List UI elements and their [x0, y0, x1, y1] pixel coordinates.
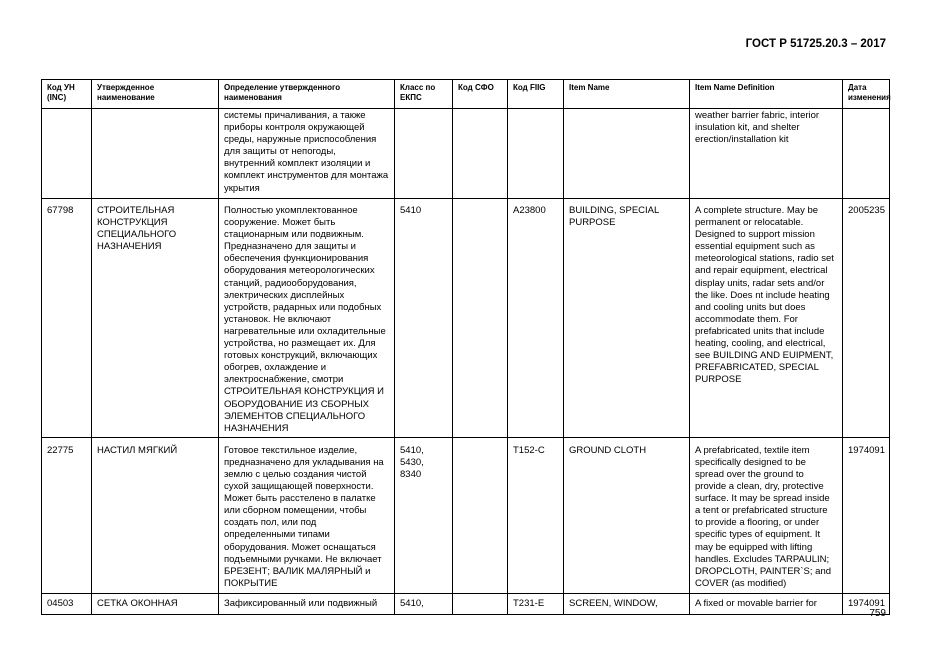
column-header-inc: Код УН (INC) — [42, 80, 92, 109]
column-header-approved-name: Утвержденное наименование — [92, 80, 219, 109]
column-header-definition-ru: Определение утвержденного наименования — [219, 80, 395, 109]
column-header-ekps-class: Класс по ЕКПС — [395, 80, 453, 109]
cell-inc: 22775 — [42, 437, 92, 593]
column-header-fiig-code: Код FIIG — [508, 80, 564, 109]
column-header-sfo-code: Код СФО — [453, 80, 508, 109]
cell-ekps: 5410 — [395, 199, 453, 438]
cell-ekps: 5410, 5430, 8340 — [395, 437, 453, 593]
cell-item-name: GROUND CLOTH — [564, 437, 690, 593]
cell-item-name: SCREEN, WINDOW, — [564, 593, 690, 614]
column-header-item-definition: Item Name Definition — [690, 80, 843, 109]
cell-definition-ru: системы причаливания, а также приборы контроля окружающей среды, наружные приспособления для защиты от непогоды, внутренний комплект изоляции и комплект инструментов для монтажа укрытия — [219, 109, 395, 199]
cell-sfo — [453, 109, 508, 199]
cell-definition-ru: Зафиксированный или подвижный — [219, 593, 395, 614]
cell-date — [843, 109, 890, 199]
table-header-row — [42, 80, 890, 109]
cell-sfo — [453, 199, 508, 438]
column-header-change-date: Дата изменения — [843, 80, 890, 109]
cell-name-ru — [92, 109, 219, 199]
cell-fiig: A23800 — [508, 199, 564, 438]
cell-name-ru: СЕТКА ОКОННАЯ — [92, 593, 219, 614]
cell-name-ru: НАСТИЛ МЯГКИЙ — [92, 437, 219, 593]
cell-definition-en: A complete structure. May be permanent or relocatable. Designed to support mission essential equipment such as meteorological stations, radio set and repair equipment, electrical display units, radar sets and/or the like. Does nt include heating and cooling units but does accommodate them. For prefabricated units that include heating, cooling, and electrical, see BUILDING AND EUIPMENT, PREFABRICATED, SPECIAL PURPOSE — [690, 199, 843, 438]
cell-item-name: BUILDING, SPECIAL PURPOSE — [564, 199, 690, 438]
document-header: ГОСТ Р 51725.20.3 – 2017 — [745, 38, 886, 50]
table-row — [42, 593, 890, 614]
cell-date: 2005235 — [843, 199, 890, 438]
column-header-item-name: Item Name — [564, 80, 690, 109]
cell-date: 1974091 — [843, 437, 890, 593]
cell-fiig — [508, 109, 564, 199]
cell-inc — [42, 109, 92, 199]
cell-definition-ru: Готовое текстильное изделие, предназначено для укладывания на землю с целью создания чистой сухой защищающей поверхности. Может быть расстелено в палатке или сборном помещении, чтобы создать пол, или под определенными типами оборудования. Может оснащаться подъемными ручками. Не включает БРЕЗЕНТ; ВАЛИК МАЛЯРНЫЙ и ПОКРЫТИЕ — [219, 437, 395, 593]
cell-date: 1974091 — [843, 593, 890, 614]
catalog-table — [41, 79, 890, 615]
cell-sfo — [453, 593, 508, 614]
cell-fiig: T152-C — [508, 437, 564, 593]
cell-definition-en: A fixed or movable barrier for — [690, 593, 843, 614]
cell-ekps — [395, 109, 453, 199]
cell-item-name — [564, 109, 690, 199]
cell-definition-ru: Полностью укомплектованное сооружение. Может быть стационарным или подвижным. Предназначено для защиты и обеспечения функционирования оборудования метеорологических станций, радиооборудования, электрических дисплейных устройств, радарных или подобных установок. Не включают нагревательные или охладительные устройства, но размещает их. Для готовых конструкций, включающих обогрев, охлаждение и электроснабжение, смотри СТРОИТЕЛЬНАЯ КОНСТРУКЦИЯ И ОБОРУДОВАНИЕ ИЗ СБОРНЫХ ЭЛЕМЕНТОВ СПЕЦИАЛЬНОГО НАЗНАЧЕНИЯ — [219, 199, 395, 438]
cell-ekps: 5410, — [395, 593, 453, 614]
cell-fiig: T231-E — [508, 593, 564, 614]
cell-inc: 67798 — [42, 199, 92, 438]
table-row — [42, 109, 890, 199]
cell-sfo — [453, 437, 508, 593]
cell-definition-en: weather barrier fabric, interior insulation kit, and shelter erection/installation kit — [690, 109, 843, 199]
table-row — [42, 199, 890, 438]
table-row — [42, 437, 890, 593]
cell-definition-en: A prefabricated, textile item specifically designed to be spread over the ground to provide a clean, dry, protective surface. It may be spread inside a tent or prefabricated structure to provide a flooring, or under specific types of equipment. It may be equipped with lifting handles. Excludes TARPAULIN; DROPCLOTH, PAINTER`S; and COVER (as modified) — [690, 437, 843, 593]
page-number: 759 — [869, 608, 886, 619]
cell-inc: 04503 — [42, 593, 92, 614]
cell-name-ru: СТРОИТЕЛЬНАЯ КОНСТРУКЦИЯ СПЕЦИАЛЬНОГО НАЗНАЧЕНИЯ — [92, 199, 219, 438]
